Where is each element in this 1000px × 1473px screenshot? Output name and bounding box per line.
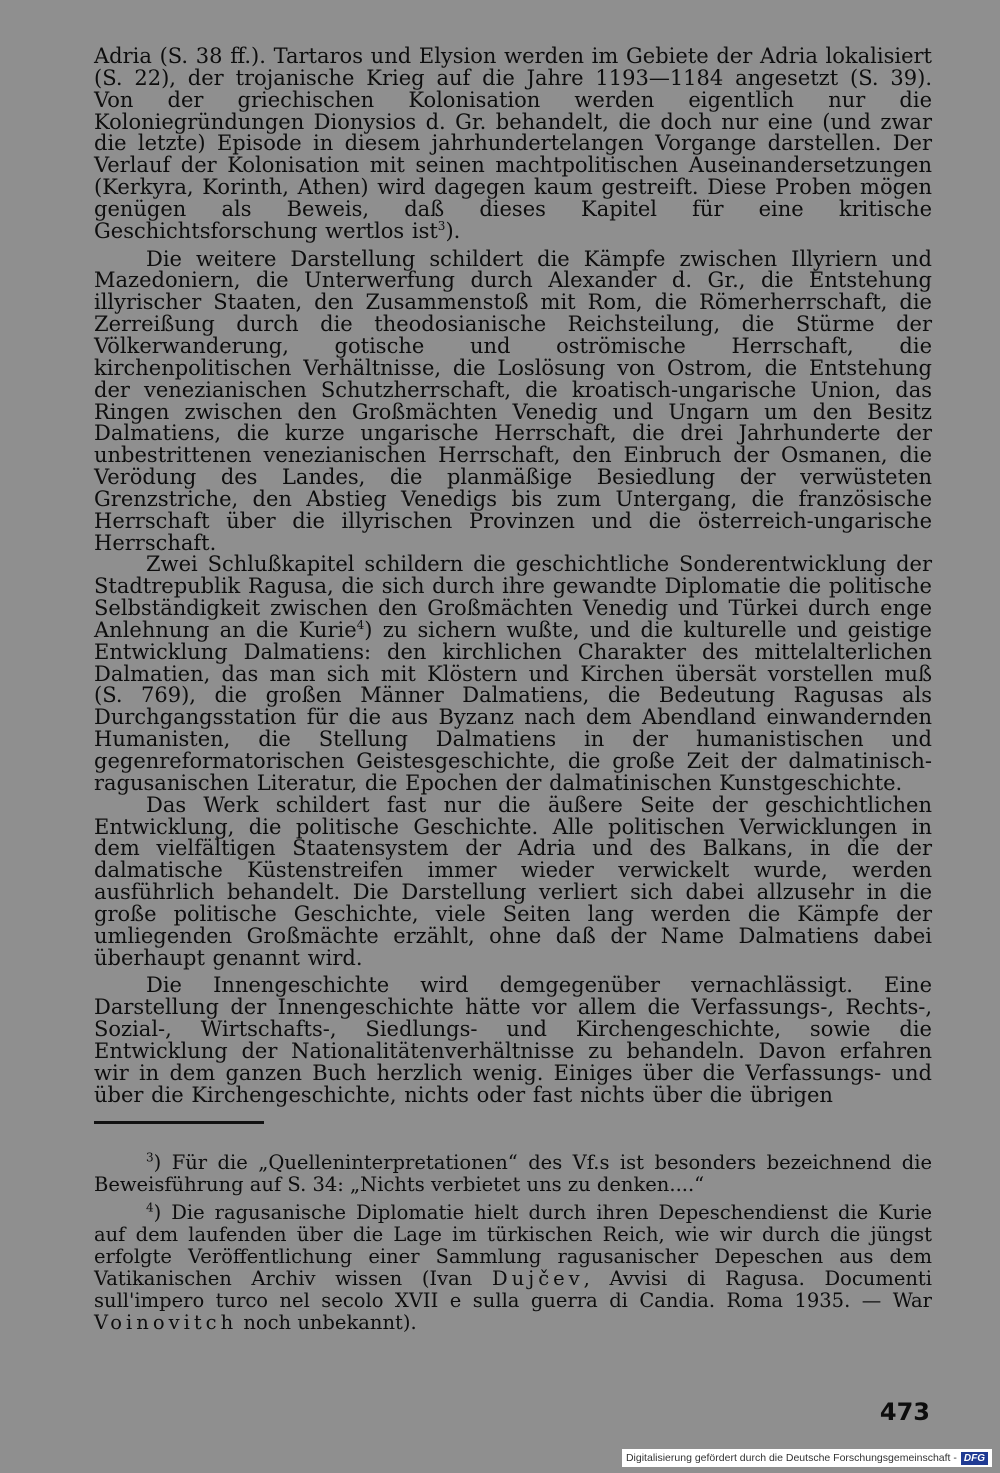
footnote-4 (94, 1202, 932, 1334)
footnote-3 (94, 1152, 932, 1196)
footnotes (94, 1152, 932, 1334)
footnote-4-text-b: , Avvisi di Ragusa. Documenti sull'impero turco nel secolo XVII e sulla guerra di Candia. Roma 1935. — War (94, 1266, 932, 1312)
page-number: 473 (879, 1398, 930, 1426)
footnote-4-text-a: ) Die ragusanische Diplomatie hielt durch ihren Depeschendienst die Kurie auf dem laufenden über die Lage im türkischen Reich, wie wir durch die jüngst erfolgte Veröffentlichung einer Sammlung ragusanischer Depeschen aus dem Vatikanischen Archiv wissen (Ivan (94, 1200, 932, 1290)
paragraph-1 (94, 46, 932, 243)
footnote-4-marker: 4 (146, 1200, 154, 1214)
paragraph-3-tail: ) zu sichern wußte, und die kulturelle und geistige Entwicklung Dalmatiens: den kirchlichen Charakter des mittelalterlichen Dalmatien, das man sich mit Klöstern und Kirchen übersät vorstellen muß (S. 769), die großen Männer Dalmatiens, die Bedeutung Ragusas als Durchgangsstation für die aus Byzanz nach dem Abendland einwandernden Humanisten, die Stellung Dalmatiens in der humanistischen und gegenreformatorischen Geistesgeschichte, die große Zeit der dalmatinisch-ragusanischen Literatur, die Epochen der dalmatinischen Kunstgeschichte. (94, 617, 932, 795)
paragraph-5-text: Die Innengeschichte wird demgegenüber vernachlässigt. Eine Darstellung der Innengeschichte hätte vor allem die Verfassungs-, Rechts-, Sozial-, Wirtschafts-, Siedlungs- und Kirchengeschichte, sowie die Entwicklung der Nationalitätenverhältnisse zu behandeln. Davon erfahren wir in dem ganzen Buch herzlich wenig. Einiges über die Verfassungs- und über die Kirchengeschichte, nichts oder fast nichts über die übrigen (94, 973, 932, 1107)
footnote-4-text-c: noch unbekannt). (237, 1310, 417, 1334)
footnote-3-marker: 3 (146, 1150, 154, 1164)
paragraph-1-tail: ). (445, 218, 461, 243)
page-body (94, 46, 932, 1340)
footnote-ref-3[interactable]: 3 (437, 218, 446, 233)
paragraph-3-text: Zwei Schlußkapitel schildern die geschichtliche Sonderentwicklung der Stadtrepublik Ragusa, die sich durch ihre gewandte Diplomatie die politische Selbständigkeit zwischen den Großmächten Venedig und Türkei durch enge Anlehnung an die Kurie (94, 552, 932, 642)
paragraph-4 (94, 792, 932, 970)
paragraph-5 (94, 975, 932, 1106)
paragraph-1-text: Adria (S. 38 ff.). Tartaros und Elysion werden im Gebiete der Adria lokalisiert (S. 22), der trojanische Krieg auf die Jahre 1193—1184 angesetzt (S. 39). Von der griechischen Kolonisation werden eigentlich nur die Koloniegründungen Dionysios d. Gr. behandelt, die doch nur eine (und zwar die letzte) Episode in diesem jahrhundertelangen Vorgange darstellen. Der Verlauf der Kolonisation mit seinen machtpolitischen Auseinandersetzungen (Kerkyra, Korinth, Athen) wird dagegen kaum gestreift. Diese Proben mögen genügen als Beweis, daß dieses Kapitel für eine kritische Geschichtsforschung wertlos ist (94, 44, 932, 243)
paragraph-2-text: Die weitere Darstellung schildert die Kämpfe zwischen Illyriern und Mazedoniern, die Unterwerfung durch Alexander d. Gr., die Entstehung illyrischer Staaten, den Zusammenstoß mit Rom, die Römerherrschaft, die Zerreißung durch die theodosianische Reichsteilung, die Stürme der Völkerwanderung, gotische und oströmische Herrschaft, die kirchenpolitischen Verhältnisse, die Loslösung von Ostrom, die Entstehung der venezianischen Schutzherrschaft, die kroatisch-ungarische Union, das Ringen zwischen den Großmächten Venedig und Ungarn um den Besitz Dalmatiens, die kurze ungarische Herrschaft, die drei Jahrhunderte der unbestrittenen venezianischen Herrschaft, den Einbruch der Osmanen, die Verödung des Landes, die planmäßige Besiedlung der verwüsteten Grenzstriche, den Abstieg Venedigs bis zum Untergang, die französische Herrschaft über die illyrischen Provinzen und die österreich-ungarische Herrschaft. (94, 246, 932, 555)
paragraph-2 (94, 246, 932, 555)
paragraph-3 (94, 554, 932, 794)
paragraph-4-text: Das Werk schildert fast nur die äußere Seite der geschichtlichen Entwicklung, die politische Geschichte. Alle politischen Verwicklungen in dem vielfältigen Staatensystem der Adria und des Balkans, in die der dalmatische Küstenstreifen immer wieder verwickelt wurde, werden ausführlich behandelt. Die Darstellung verliert sich dabei allzusehr in die große politische Geschichte, viele Seiten lang werden die Kämpfe der umliegenden Großmächte erzählt, ohne daß der Name Dalmatiens dabei überhaupt genannt wird. (94, 792, 932, 970)
dfg-logo[interactable]: DFG (961, 1452, 988, 1465)
footnote-4-author: Dujčev (491, 1266, 584, 1290)
footnote-3-text: ) Für die „Quelleninterpretationen“ des Vf.s ist besonders bezeichnend die Beweisführung auf S. 34: „Nichts verbietet uns zu denken....“ (94, 1150, 932, 1196)
digitization-credit (622, 1449, 992, 1467)
credit-text: Digitalisierung gefördert durch die Deutsche Forschungsgemeinschaft - (625, 1452, 957, 1464)
footnote-ref-4[interactable]: 4 (356, 617, 365, 632)
footnote-4-author2: Voinovitch (94, 1310, 238, 1334)
footnote-divider (94, 1121, 264, 1124)
